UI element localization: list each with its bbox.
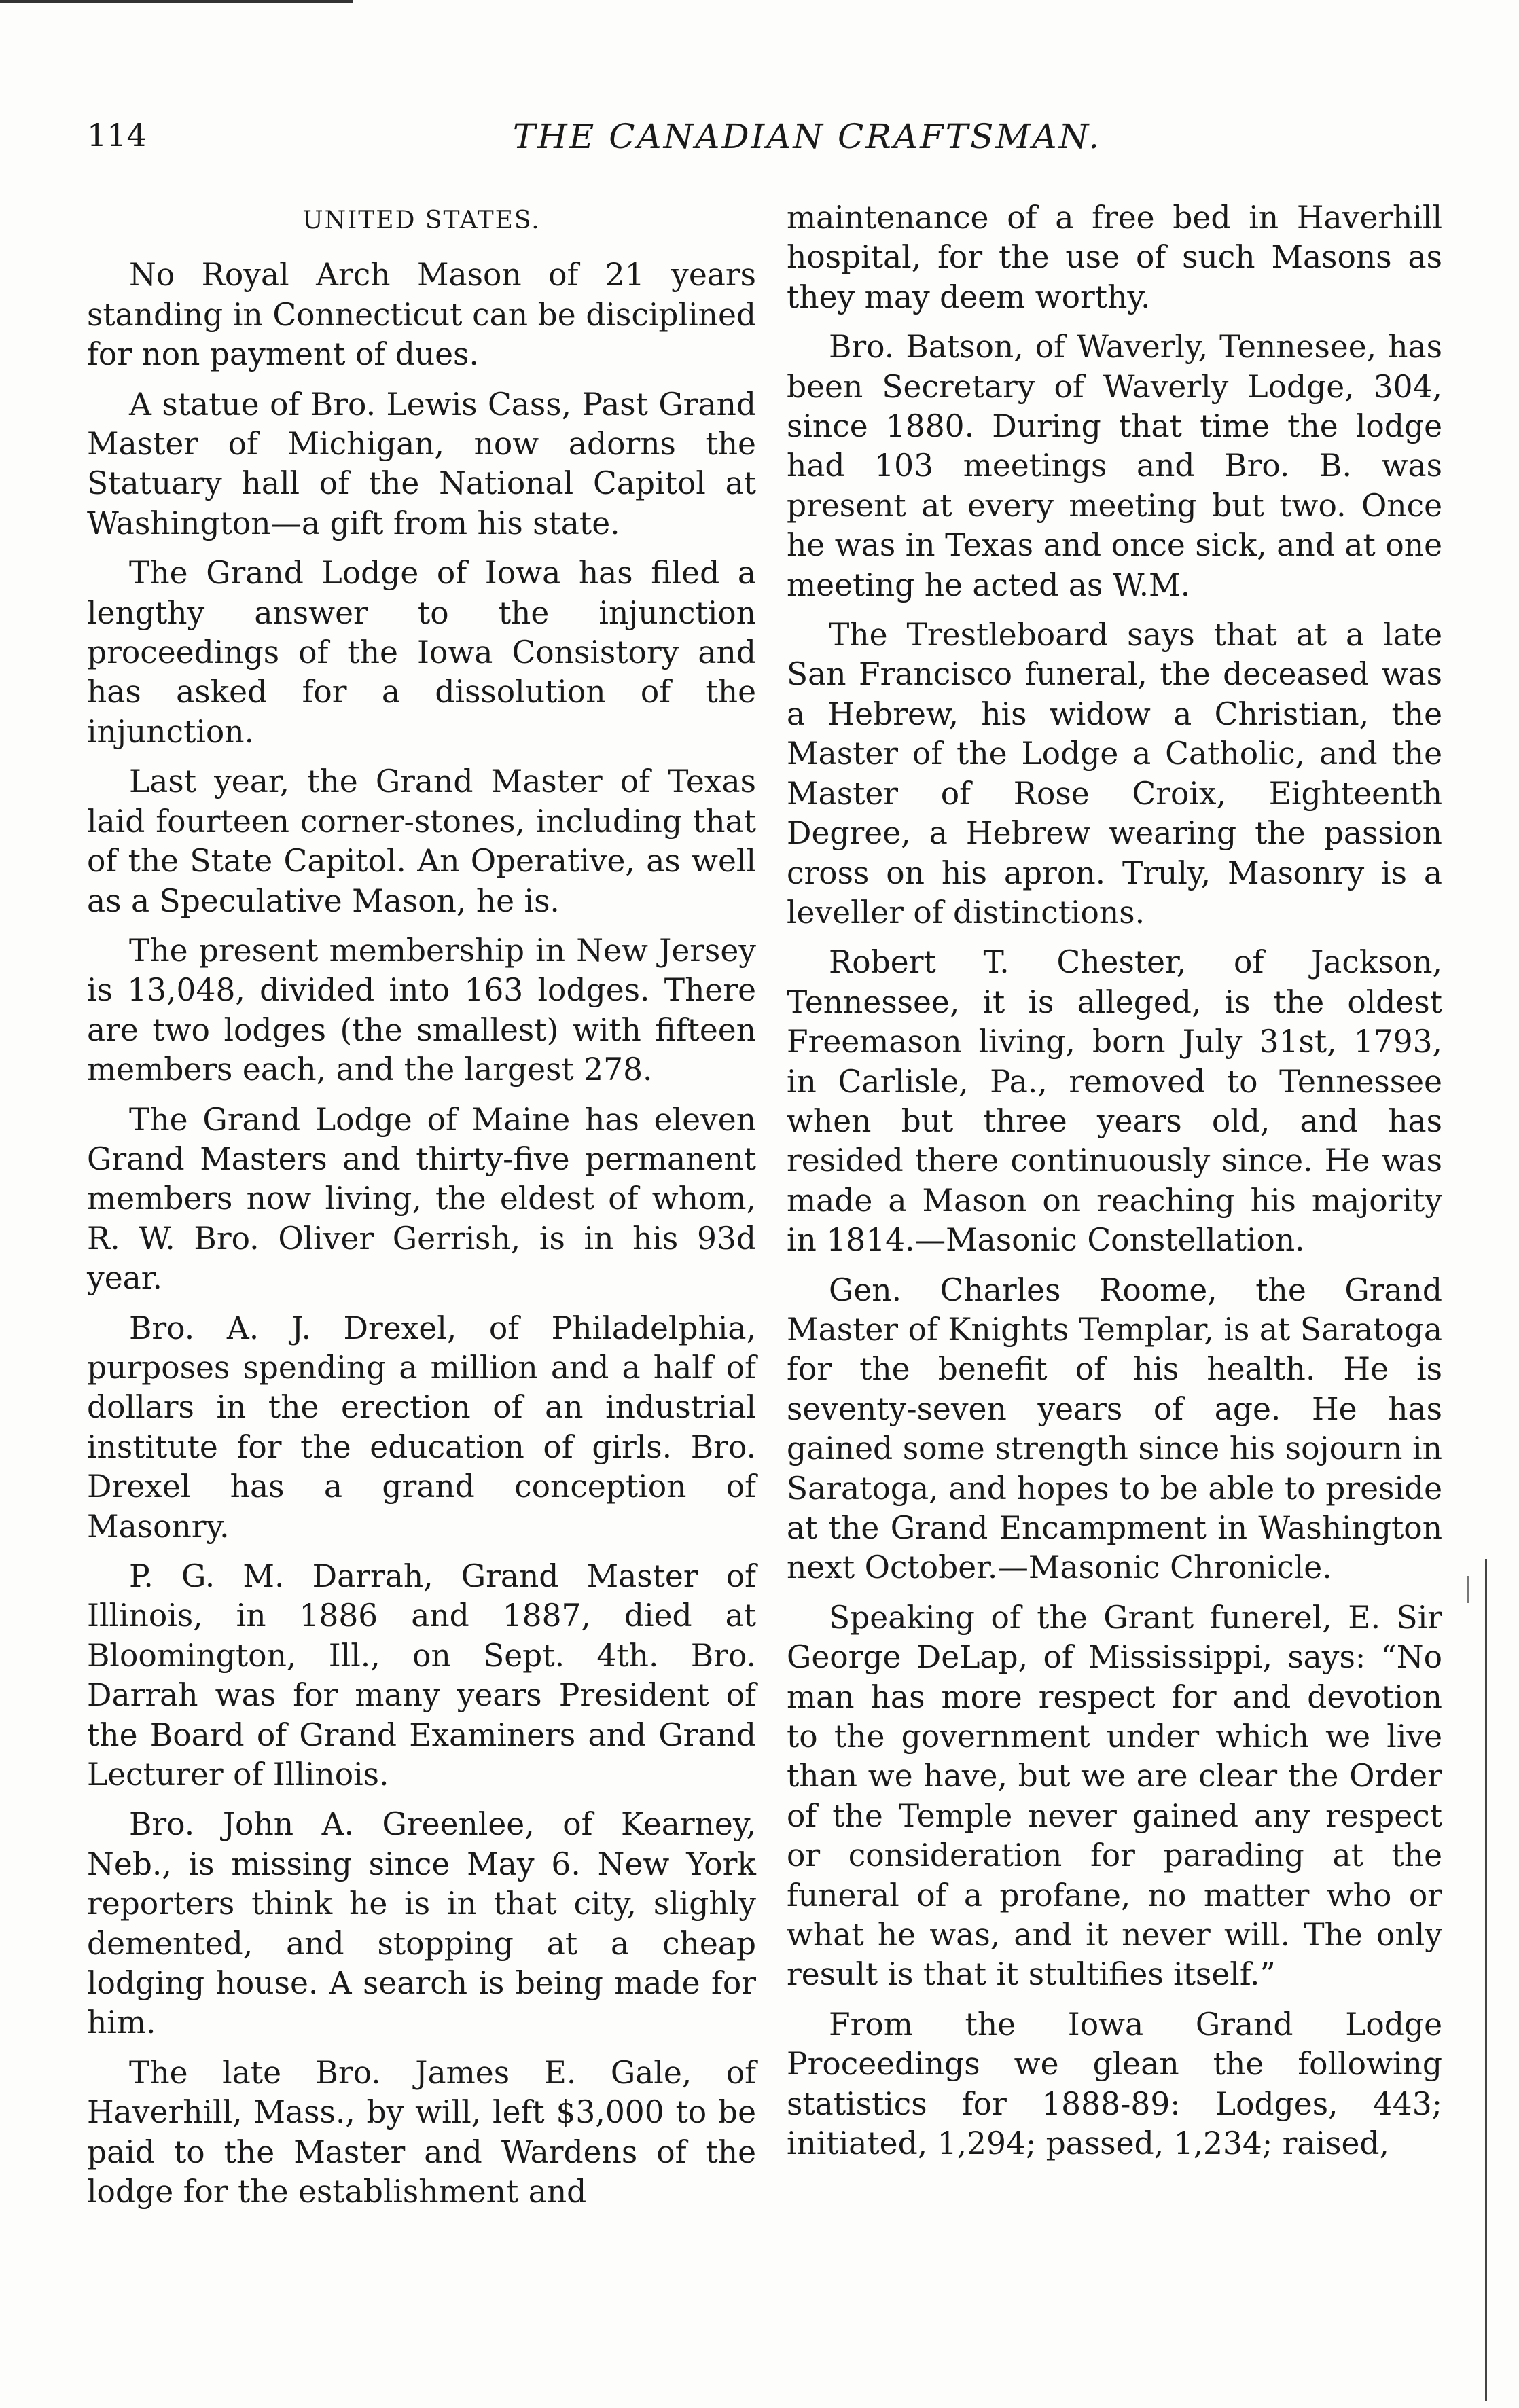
paragraph: Bro. Batson, of Waverly, Tennesee, has been Secretary of Waverly Lodge, 304, since 1880. During that time the lodge had 103 meetings and Bro. B. was present at every meeting but two. Once he was in Texas and once sick, and at one meeting he acted as W.M.	[787, 329, 1442, 603]
paragraph: The Grand Lodge of Maine has eleven Grand Masters and thirty-five permanent members now living, the eldest of whom, R. W. Bro. Oliver Gerrish, is in his 93d year.	[87, 1101, 756, 1297]
paragraph: From the Iowa Grand Lodge Proceedings we glean the following statistics for 1888-89: Lodges, 443; initiated, 1,294; passed, 1,234; raised,	[787, 2006, 1442, 2162]
paragraph: Last year, the Grand Master of Texas laid fourteen corner-stones, including that of the State Capitol. An Operative, as well as a Speculative Mason, he is.	[87, 763, 756, 919]
paragraph: Bro. A. J. Drexel, of Philadelphia, purposes spending a million and a half of dollars in the erection of an industrial institute for the education of girls. Bro. Drexel has a grand conception of Masonry.	[87, 1310, 756, 1545]
paragraph: P. G. M. Darrah, Grand Master of Illinois, in 1886 and 1887, died at Bloomington, Ill., on Sept. 4th. Bro. Darrah was for many years President of the Board of Grand Examiners and Grand Lecturer of Illinois.	[87, 1558, 756, 1793]
page-number: 114	[87, 117, 147, 154]
running-title: THE CANADIAN CRAFTSMAN.	[512, 117, 1102, 156]
right-column	[787, 198, 1442, 2174]
section-heading: UNITED STATES.	[302, 206, 541, 234]
paragraph: No Royal Arch Mason of 21 years standing in Connecticut can be disciplined for non payment of dues.	[87, 257, 756, 373]
paragraph: The Trestleboard says that at a late San Francisco funeral, the deceased was a Hebrew, his widow a Christian, the Master of the Lodge a Catholic, and the Master of Rose Croix, Eighteenth Degree, a Hebrew wearing the passion cross on his apron. Truly, Masonry is a leveller of distinctions.	[787, 617, 1442, 931]
margin-mark	[1467, 1576, 1469, 1603]
margin-edge-line	[1485, 1559, 1487, 2401]
paragraph: Gen. Charles Roome, the Grand Master of Knights Templar, is at Saratoga for the benefit of his health. He is seventy-seven years of age. He has gained some strength since his sojourn in Saratoga, and hopes to be able to preside at the Grand Encampment in Washington next October.—Masonic Chronicle.	[787, 1272, 1442, 1586]
paragraph: Bro. John A. Greenlee, of Kearney, Neb., is missing since May 6. New York reporters think he is in that city, slighly demented, and stopping at a cheap lodging house. A search is being made for him.	[87, 1806, 756, 2041]
page-header	[87, 102, 1418, 177]
paragraph: Speaking of the Grant funerel, E. Sir George DeLap, of Mississippi, says: “No man has more respect for and devotion to the government under which we live than we have, but we are clear the Order of the Temple never gained any respect or consideration for parading at the funeral of a profane, no matter who or what he was, and it never will. The only result is that it stultifies itself.”	[787, 1599, 1442, 1993]
paragraph: Robert T. Chester, of Jackson, Tennessee, it is alleged, is the oldest Freemason living, born July 31st, 1793, in Carlisle, Pa., removed to Tennessee when but three years old, and has resided there continuously since. He was made a Mason on reaching his majority in 1814.—Masonic Constellation.	[787, 944, 1442, 1259]
left-column	[87, 198, 756, 2223]
top-edge-rule	[0, 0, 353, 3]
continued-paragraph: maintenance of a free bed in Haverhill hospital, for the use of such Masons as they may deem worthy.	[787, 200, 1442, 315]
paragraph: The present membership in New Jersey is 13,048, divided into 163 lodges. There are two lodges (the smallest) with fifteen members each, and the largest 278.	[87, 932, 756, 1088]
paragraph: A statue of Bro. Lewis Cass, Past Grand Master of Michigan, now adorns the Statuary hall of the National Capitol at Washington—a gift from his state.	[87, 386, 756, 541]
paragraph: The Grand Lodge of Iowa has filed a lengthy answer to the injunction proceedings of the Iowa Consistory and has asked for a dissolution of the injunction.	[87, 555, 756, 750]
paragraph: The late Bro. James E. Gale, of Haverhill, Mass., by will, left $3,000 to be paid to the Master and Wardens of the lodge for the establishment and	[87, 2054, 756, 2210]
